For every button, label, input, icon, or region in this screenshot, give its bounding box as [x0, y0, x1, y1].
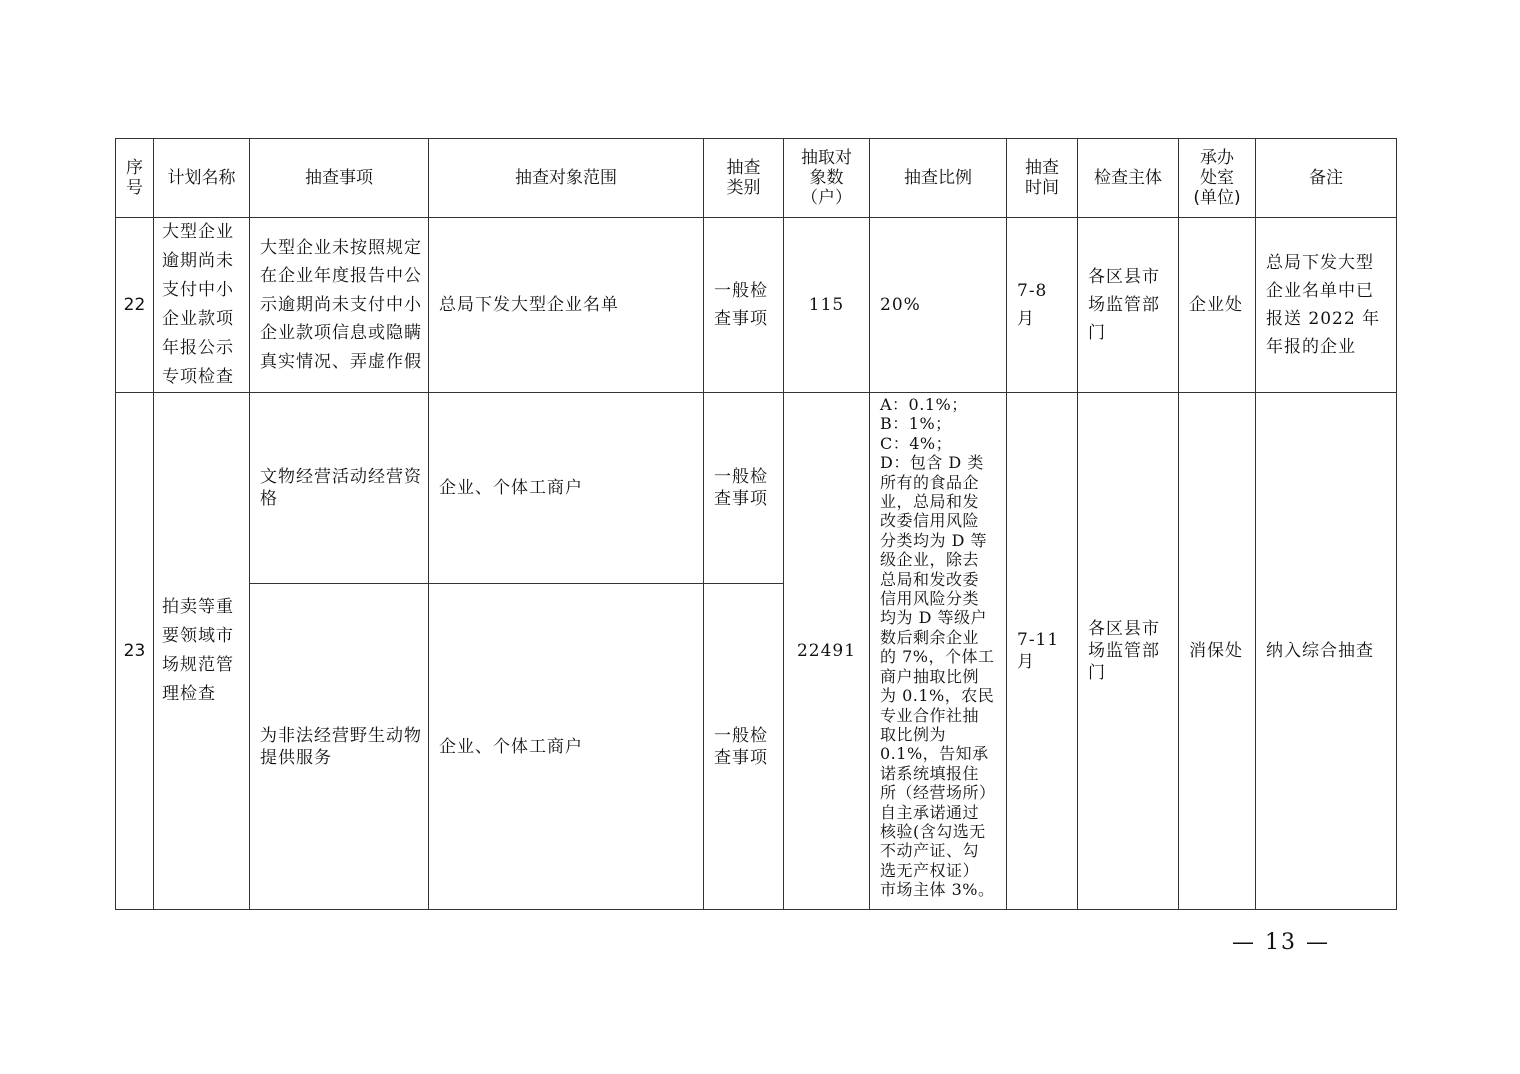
row-check-item: 为非法经营野生动物提供服务: [250, 584, 429, 910]
ratio-line: 级企业，除去: [880, 550, 980, 570]
ratio-line: D：包含 D 类: [880, 453, 984, 473]
row-check-item: 文物经营活动经营资格: [250, 393, 429, 584]
ratio-line: 诺系统填报住: [880, 763, 980, 783]
ratio-line: 专业合作社抽: [880, 705, 980, 725]
ratio-line: 0.1%，告知承: [880, 744, 989, 764]
row-scope: 企业、个体工商户: [429, 393, 704, 584]
header-plan-name: 计划名称: [154, 139, 250, 218]
ratio-line: 分类均为 D 等: [880, 530, 988, 550]
header-subject: 检查主体: [1078, 139, 1179, 218]
page-number: — 13 —: [1232, 930, 1330, 955]
row-category: 一般检查事项: [704, 393, 784, 584]
header-ratio: 抽查比例: [870, 139, 1007, 218]
ratio-line: B：1%；: [880, 414, 952, 434]
row-plan-name: 拍卖等重要领域市场规范管理检查: [154, 393, 250, 910]
row-count: 115: [784, 218, 870, 393]
row-index: 23: [116, 393, 154, 910]
row-category: 一般检查事项: [704, 218, 784, 393]
row-ratio: 20%: [870, 218, 1007, 393]
ratio-line: 取比例为: [880, 724, 947, 744]
row-category: 一般检查事项: [704, 584, 784, 910]
header-office: 承办处室(单位): [1179, 139, 1256, 218]
row-subject: 各区县市场监管部门: [1078, 393, 1179, 910]
ratio-line: C：4%；: [880, 433, 953, 453]
row-scope: 企业、个体工商户: [429, 584, 704, 910]
ratio-line: 市场主体 3%。: [880, 880, 995, 900]
inspection-plan-table: [115, 138, 1397, 910]
ratio-line: 所（经营场所）: [880, 783, 996, 803]
ratio-line: 核验(含勾选无: [880, 821, 986, 841]
row-office: 消保处: [1179, 393, 1256, 910]
row-index: 22: [116, 218, 154, 393]
ratio-line: 数后剩余企业: [880, 627, 980, 647]
ratio-line: 为 0.1%，农民: [880, 686, 995, 706]
header-remarks: 备注: [1256, 139, 1397, 218]
ratio-line: 不动产证、勾: [880, 841, 980, 861]
row-time: 7-11 月: [1007, 393, 1078, 910]
ratio-line: 信用风险分类: [880, 589, 980, 609]
ratio-line: 改委信用风险: [880, 511, 980, 531]
header-count: 抽取对象数（户）: [784, 139, 870, 218]
row-ratio-details: [870, 393, 1007, 910]
header-index: 序号: [116, 139, 154, 218]
row-time: 7-8 月: [1007, 218, 1078, 393]
ratio-line: 所有的食品企: [880, 472, 980, 492]
row-plan-name: 大型企业逾期尚未支付中小企业款项年报公示专项检查: [154, 218, 250, 393]
ratio-line: 业，总局和发: [880, 492, 980, 512]
table-row-22: [116, 218, 1397, 393]
header-row: [116, 139, 1397, 218]
ratio-line: 均为 D 等级户: [880, 608, 988, 628]
row-remarks: 纳入综合抽查: [1256, 393, 1397, 910]
row-subject: 各区县市场监管部门: [1078, 218, 1179, 393]
header-check-item: 抽查事项: [250, 139, 429, 218]
ratio-line: 商户抽取比例: [880, 666, 980, 686]
table-row-23a: [116, 393, 1397, 584]
row-scope: 总局下发大型企业名单: [429, 218, 704, 393]
row-remarks: 总局下发大型企业名单中已报送 2022 年年报的企业: [1256, 218, 1397, 393]
row-office: 企业处: [1179, 218, 1256, 393]
ratio-line: 选无产权证）: [880, 860, 980, 880]
ratio-line: 的 7%，个体工: [880, 647, 995, 667]
ratio-line: A：0.1%；: [880, 395, 968, 414]
header-category: 抽查类别: [704, 139, 784, 218]
row-count: 22491: [784, 393, 870, 910]
ratio-line: 自主承诺通过: [880, 802, 980, 822]
ratio-line: 总局和发改委: [880, 569, 980, 589]
row-check-item: 大型企业未按照规定在企业年度报告中公示逾期尚未支付中小企业款项信息或隐瞒真实情况、弄虚作假: [250, 218, 429, 393]
header-time: 抽查时间: [1007, 139, 1078, 218]
header-scope: 抽查对象范围: [429, 139, 704, 218]
